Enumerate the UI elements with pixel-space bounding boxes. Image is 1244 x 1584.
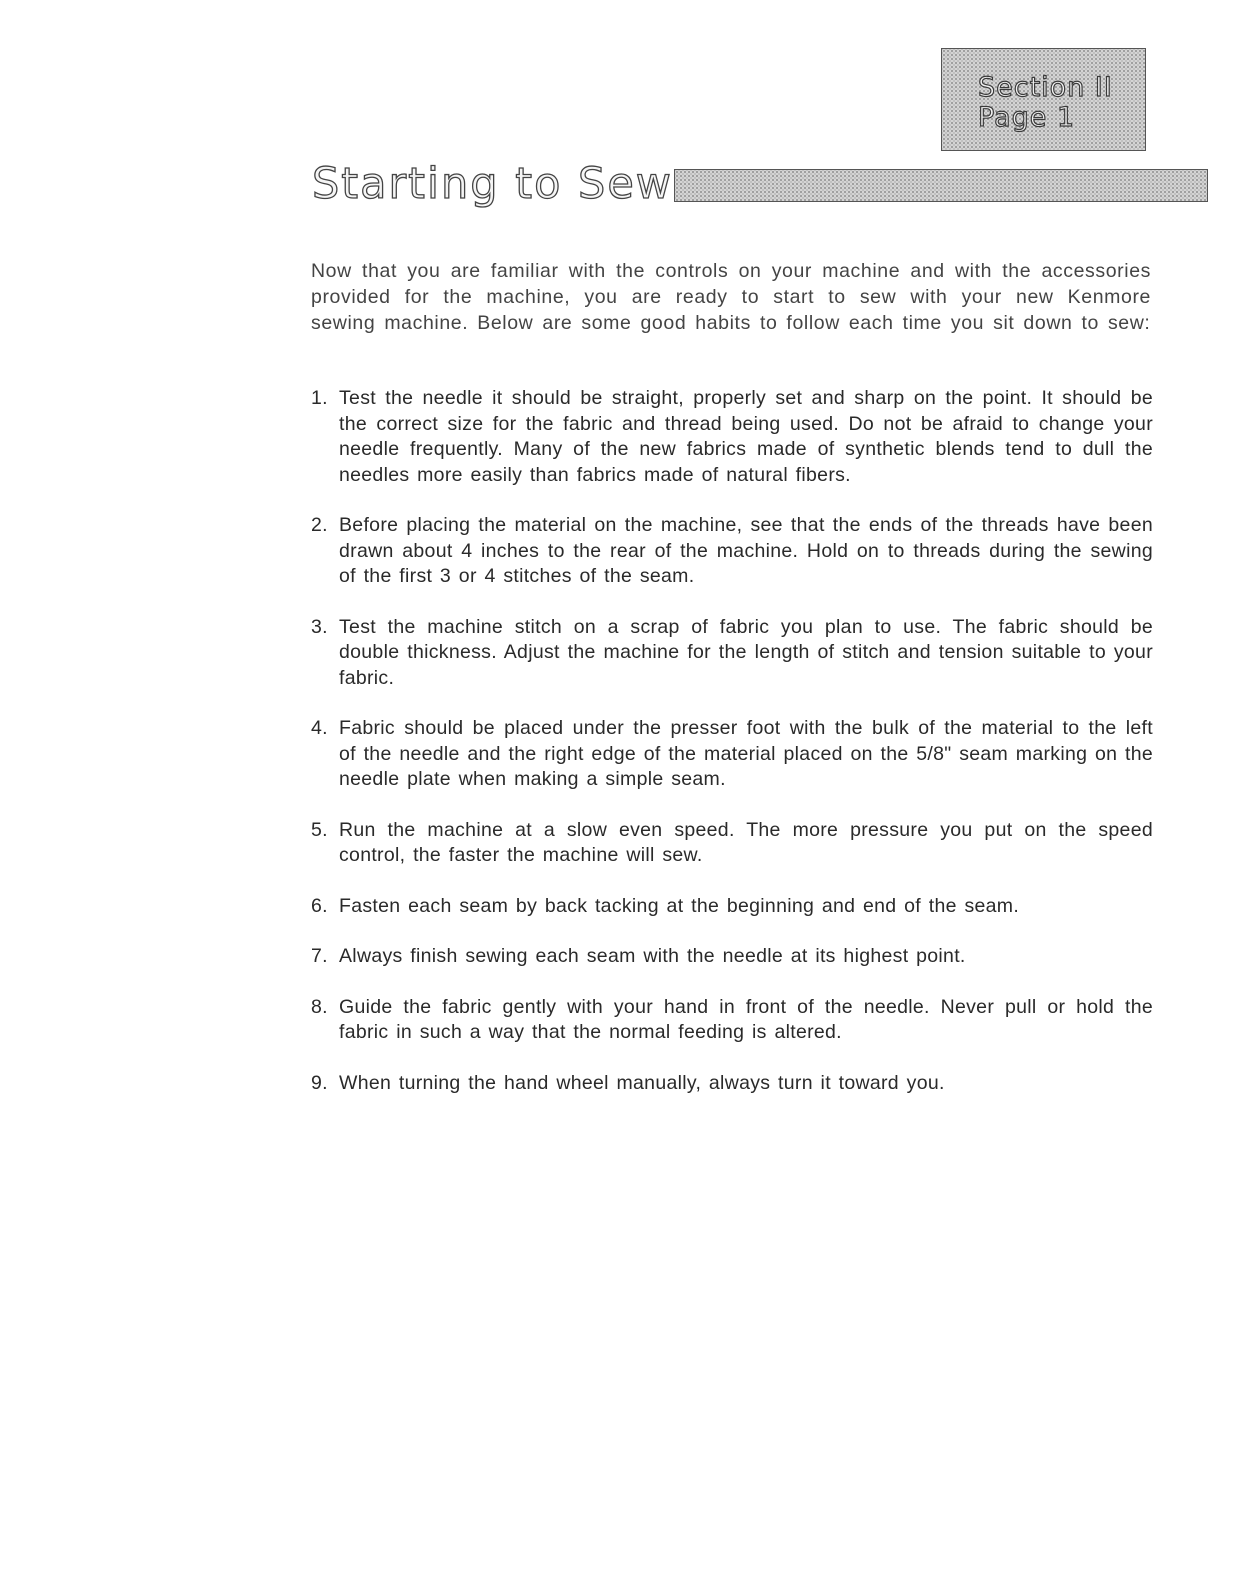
step-number: 6. — [311, 894, 328, 917]
list-item — [311, 513, 1153, 590]
step-text: Run the machine at a slow even speed. The more pressure you put on the speed control, the faster the machine will sew. — [339, 818, 1153, 866]
list-item — [311, 716, 1153, 793]
step-number: 5. — [311, 818, 328, 841]
section-page-box — [941, 48, 1146, 151]
step-number: 2. — [311, 514, 328, 536]
page-title: Starting to Sew — [312, 159, 673, 209]
list-item — [311, 1071, 1153, 1097]
step-number: 3. — [311, 615, 328, 638]
step-number: 7. — [311, 945, 328, 967]
list-item — [311, 944, 1153, 970]
page-label: Page 1 — [978, 102, 1076, 133]
list-item — [311, 894, 1153, 920]
step-text: Fasten each seam by back tacking at the beginning and end of the seam. — [339, 894, 1020, 917]
step-text: Always finish sewing each seam with the needle at its highest point. — [339, 945, 966, 967]
step-text: Before placing the material on the machine, see that the ends of the threads have been drawn about 4 inches to the rear of the machine. Hold on to threads during the sewing of the first 3 or 4 stitches of the seam. — [339, 514, 1153, 587]
step-number: 4. — [311, 717, 328, 739]
title-row — [312, 158, 1208, 210]
step-text: Test the machine stitch on a scrap of fabric you plan to use. The fabric should be double thickness. Adjust the machine for the length of stitch and tension suitable to your fabric. — [339, 615, 1153, 689]
title-rule-bar — [674, 169, 1208, 202]
step-text: When turning the hand wheel manually, always turn it toward you. — [339, 1071, 945, 1094]
step-number: 1. — [311, 387, 328, 409]
list-item — [311, 386, 1153, 488]
list-item — [311, 995, 1153, 1046]
step-number: 9. — [311, 1071, 328, 1094]
section-label: Section II — [978, 72, 1113, 103]
list-item — [311, 615, 1153, 692]
step-number: 8. — [311, 995, 328, 1018]
steps-list — [311, 386, 1153, 1121]
intro-paragraph: Now that you are familiar with the controls on your machine and with the accessories provided for the machine, you are ready to start to sew with your new Kenmore sewing machine. Below are some good habits to follow each time you sit down to sew: — [311, 260, 1151, 334]
list-item — [311, 818, 1153, 869]
step-text: Fabric should be placed under the presser foot with the bulk of the material to the left of the needle and the right edge of the material placed on the 5/8" seam marking on the needle plate when making a simple seam. — [339, 717, 1153, 790]
step-text: Guide the fabric gently with your hand in front of the needle. Never pull or hold the fabric in such a way that the normal feeding is altered. — [339, 995, 1153, 1043]
step-text: Test the needle it should be straight, properly set and sharp on the point. It should be the correct size for the fabric and thread being used. Do not be afraid to change your needle frequently. Many of the new fabrics made of synthetic blends tend to dull the needles more easily than fabrics made of natural fibers. — [339, 387, 1153, 486]
